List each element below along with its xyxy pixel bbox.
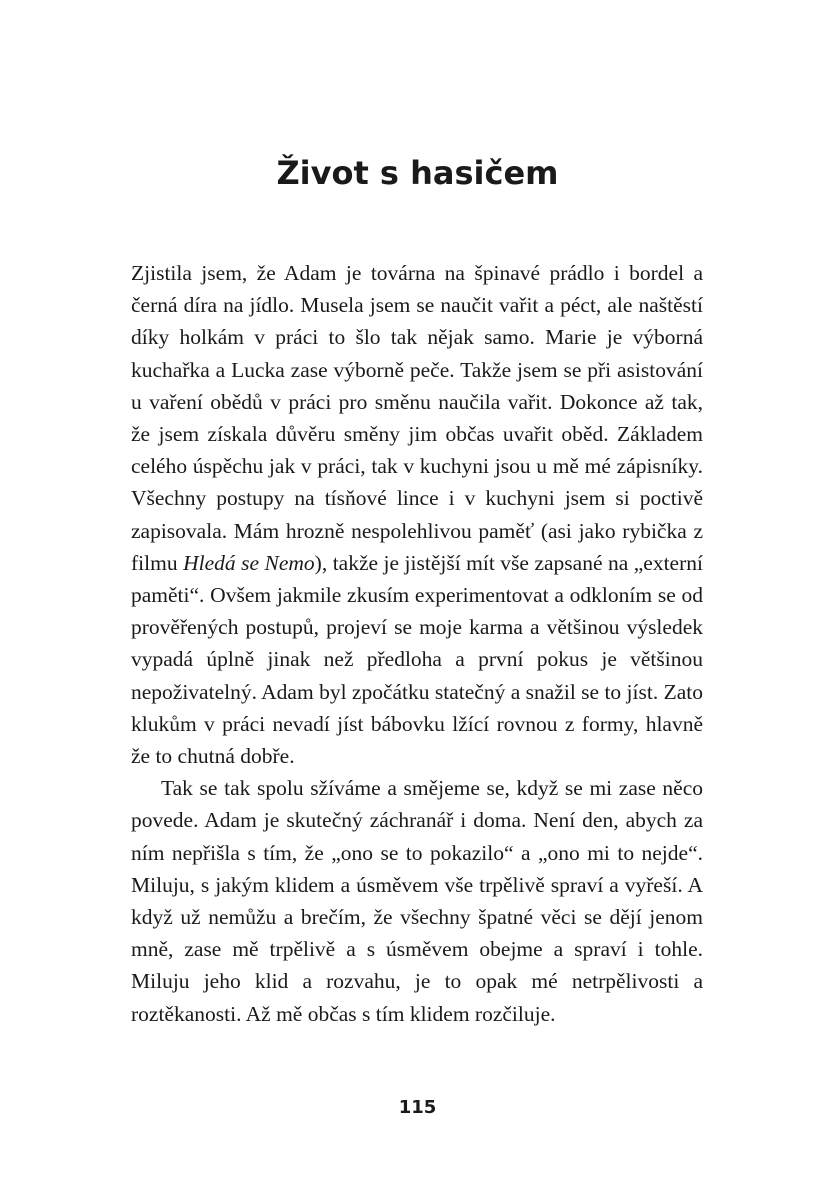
paragraph-1 — [131, 257, 703, 772]
film-title: Hledá se Nemo — [183, 550, 315, 575]
page-number: 115 — [398, 1097, 437, 1118]
chapter-body — [131, 257, 703, 1030]
paragraph-2: Tak se tak spolu sžíváme a smějeme se, když se mi zase něco povede. Adam je skutečný záchranář i doma. Není den, abych za ním nepřišla s tím, že „ono se to pokazilo“ a „ono mi to nejde“. Miluju, s jakým klidem a úsměvem vše trpělivě spraví a vyřeší. A když už nemůžu a brečím, že všechny špatné věci se dějí jenom mně, zase mě trpělivě a s úsměvem obejme a spraví i tohle. Miluju jeho klid a rozvahu, je to opak mé netrpělivosti a roztěkanosti. Až mě občas s tím klidem rozčiluje. — [131, 776, 703, 1026]
paragraph-1-text-a: Zjistila jsem, že Adam je továrna na špinavé prádlo i bordel a černá díra na jídlo. Musela jsem se naučit vařit a péct, ale naštěstí díky holkám v práci to šlo tak nějak samo. Marie je výborná kuchařka a Lucka zase výborně peče. Takže jsem se při asistování u vaření obědů v práci pro směnu naučila vařit. Dokonce až tak, že jsem získala důvěru směny jim občas uvařit oběd. Základem celého úspěchu jak v práci, tak v kuchyni jsou u mě mé zápisníky. Všechny postupy na tísňové lince i v kuchyni jsem si poctivě zapisovala. Mám hrozně nespolehlivou paměť (asi jako rybička z filmu — [131, 261, 703, 575]
paragraph-1-text-b: ), takže je jistější mít vše zapsané na „externí paměti“. Ovšem jakmile zkusím experimentovat a odkloním se od prověřených postupů, projeví se moje karma a většinou výsledek vypadá úplně jinak než předloha a první pokus je většinou nepoživatelný. Adam byl zpočátku statečný a snažil se to jíst. Zato klukům v práci nevadí jíst bábovku lžící rovnou z formy, hlavně že to chutná dobře. — [131, 550, 703, 769]
chapter-title: Život s hasičem — [276, 154, 559, 192]
